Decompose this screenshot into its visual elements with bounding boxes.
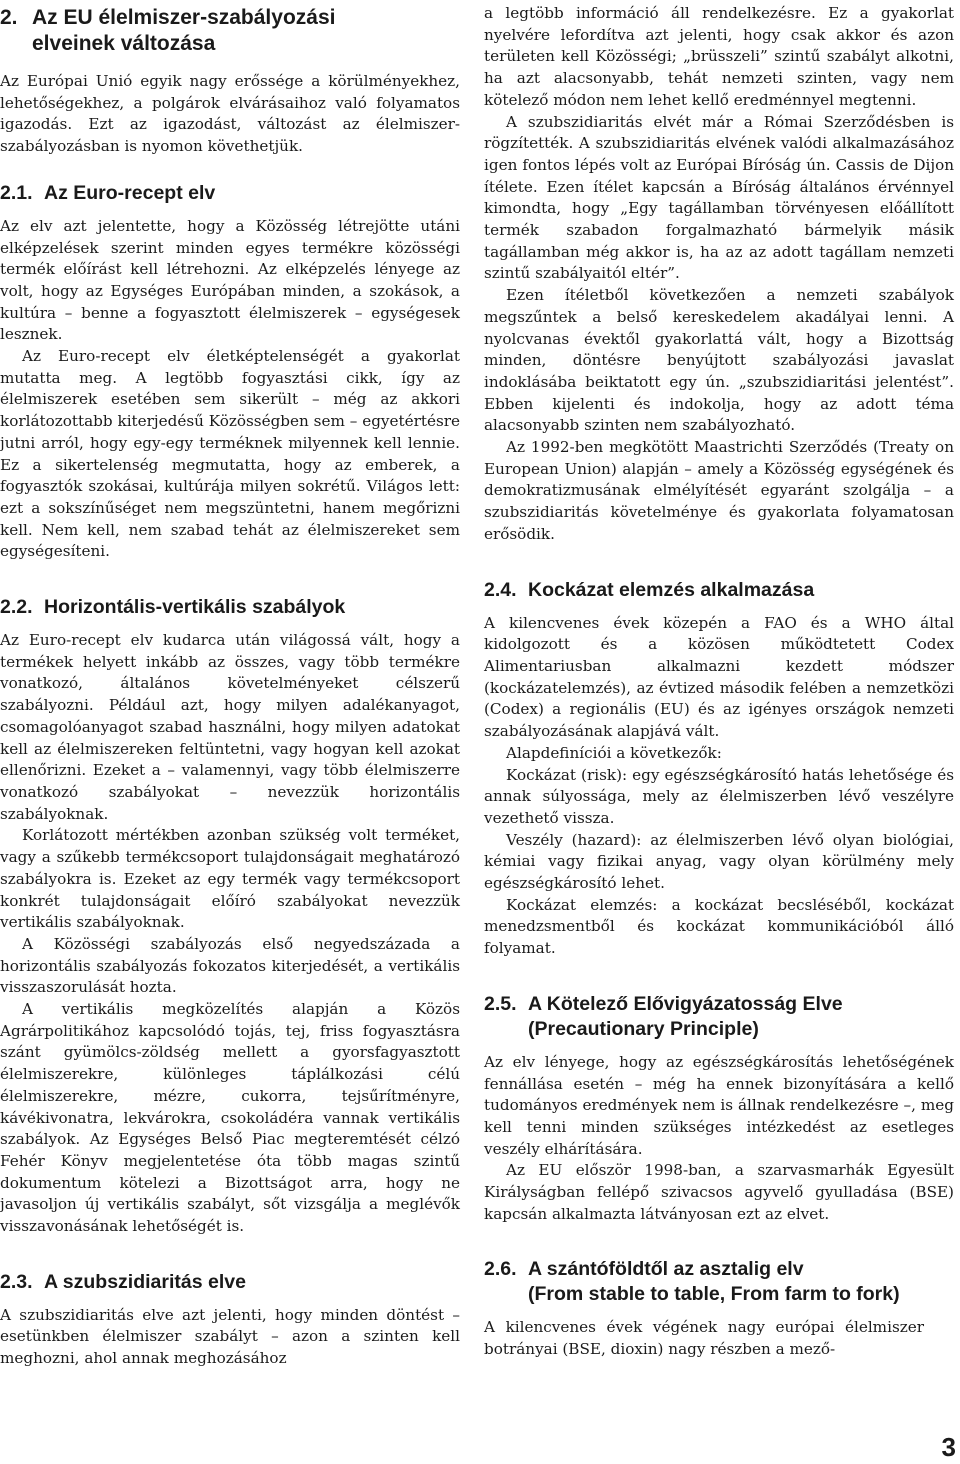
section-title — [528, 1257, 900, 1307]
paragraph: Az 1992-ben megkötött Maastrichti Szerződés (Treaty on European Union) alapján – amely a Közösség egységének és demokratizmusának elmélyítését egyaránt szolgálja – a szubszidiaritás követelménye és gyakorlata folyamatosan erősödik. — [484, 438, 954, 543]
chapter-intro: Az Európai Unió egyik nagy erőssége a körülményekhez, lehetőségekhez, a polgárok elvárásaihoz való folyamatos igazodás. Ezt az igazodást, változást az élelmiszer-szabályozásban is nyomon követhetjük. — [0, 72, 460, 156]
section-title: Horizontális-vertikális szabályok — [44, 596, 346, 619]
paragraph: Az elv azt jelentette, hogy a Közösség létrejötte utáni elképzelések szerint minden egyes termékre közösségi termék előírást kell létrehozni. Az elképzelés lényege az volt, hogy az Egységes Európában minden, a szokások, a kultúra – benne a fogyasztott élelmiszerek – egységesek lesznek. — [0, 216, 460, 344]
section-number: 2.6. — [484, 1258, 517, 1281]
paragraph: Ezen ítéletből következően a nemzeti szabályok megszűntek a belső kereskedelem akadályai lenni. A nyolcvanas évektől gyakorlattá vált, hogy a Bizottság minden, döntésre benyújtott szabályozási javaslat indoklásába beiktatott egy ún. „szubszidiaritási jelentést”. Ebben kijelenti és indokolja, hogy az adott téma alacsonyabb szinten nem szabályozható. — [484, 286, 954, 435]
definition-risk-analysis: Kockázat elemzés: a kockázat becsléséből, kockázat menedzsmentből és kockázat kommunikációból álló folyamat. — [484, 895, 954, 958]
section-number: 2.2. — [0, 596, 33, 619]
chapter-title — [32, 5, 335, 57]
section-number: 2.5. — [484, 992, 517, 1015]
paragraph: Az Euro-recept elv életképtelenségét a gyakorlat mutatta meg. A legtöbb fogyasztási cikk, így az élelmiszerek esetében sem sikerült – még az akkori korlátozottabb kiterjedésű Közösségben sem – egyetértésre jutni arról, hogy egy-egy terméknek milyennek kell lennie. Ez a sikertelenség megmutatta, hogy az emberek, a fogyasztók szokásai, kultúrája milyen sokrétű. Világos lett: ezt a sokszínűséget nem megszüntetni, hanem megőrizni kell. Nem kell, nem szabad tehát az élelmiszereket sem egységesíteni. — [0, 347, 460, 561]
section-title: Az Euro-recept elv — [44, 181, 216, 204]
section-number: 2.1. — [0, 181, 33, 204]
section-title-line-2: (Precautionary Principle) — [528, 1017, 759, 1040]
chapter-title-line-2: elveinek változása — [32, 32, 216, 55]
section-number: 2.3. — [0, 1270, 33, 1293]
section-2-2-heading — [0, 595, 460, 620]
section-title: Kockázat elemzés alkalmazása — [528, 578, 815, 601]
section-2-3-heading — [0, 1270, 460, 1295]
section-title-line-1: A szántóföldtől az asztalig elv — [528, 1258, 804, 1281]
section-title-line-2: (From stable to table, From farm to fork) — [528, 1283, 900, 1306]
page-number: 3 — [941, 1432, 956, 1462]
section-number: 2.4. — [484, 578, 517, 601]
paragraph: A szubszidiaritás elvét már a Római Szerződésben is rögzítették. A szubszidiaritás elvének valódi alkalmazásához igen fontos lépés volt az Európai Bíróság ún. Cassis de Dijon ítélete. Ezen ítélet kapcsán a Bíróság általános érvénnyel kimondta, hogy „Egy tagállamban törvényesen előállított termék szabadon forgalmazható bármelyik másik tagállamban még akkor is, ha az az adott tagállam nemzeti szintű szabályaitól eltér”. — [484, 112, 954, 283]
paragraph: Korlátozott mértékben azonban szükség volt terméket, vagy a szűkebb termékcsoport tulajdonságait meghatározó szabályokra is. Ezeket az egy termék vagy termékcsoport konkrét tulajdonságait előíró szabályokat nevezzük vertikális szabályoknak. — [0, 826, 460, 932]
section-2-4-heading — [484, 578, 954, 603]
chapter-heading — [0, 5, 460, 57]
paragraph: A Közösségi szabályozás első negyedszázada a horizontális szabályozás fokozatos kiterjedését, a vertikális visszaszorulását hozta. — [0, 934, 460, 997]
section-2-5-heading — [484, 992, 954, 1042]
section-title — [528, 992, 843, 1042]
chapter-number: 2. — [0, 6, 18, 29]
paragraph: A szubszidiaritás elve azt jelenti, hogy minden döntést – esetünkben élelmiszer szabályt – azon a szinten kell meghozni, ahol annak meghozásához — [0, 1305, 460, 1368]
paragraph: Az EU először 1998-ban, a szarvasmarhák Egyesült Királyságban fellépő szivacsos agyvelő gyulladása (BSE) kapcsán alkalmazta látványosan ezt az elvet. — [484, 1161, 954, 1223]
section-title: A szubszidiaritás elve — [44, 1270, 246, 1293]
paragraph: A kilencvenes évek közepén a FAO és a WHO által kidolgozott és a közösen működtetett Codex Alimentariusban alkalmazni kezdett módszer (kockázatelemzés), az évtized második felében a nemzetközi (Codex) a regionális (EU) és az igényes országok nemzeti szabályozásának alapjává vált. — [484, 613, 954, 741]
right-column — [484, 0, 954, 1361]
section-2-6-heading — [484, 1257, 954, 1307]
paragraph: Alapdefiníciói a következők: — [506, 743, 722, 762]
paragraph: Az elv lényege, hogy az egészségkárosítás lehetőségének fennállása esetén – még ha ennek bizonyítására a kellő tudományos eredmények nem is állnak rendelkezésre –, meg kell tenni minden szükséges intézkedést az esetleges veszély elhárítására. — [484, 1052, 954, 1158]
paragraph: a legtöbb információ áll rendelkezésre. Ez a gyakorlat nyelvére lefordítva azt jelenti, hogy csak akkor és azon területen kell Közösségi; „brüsszeli” szintű szabályt alkotni, ha azt alacsonyabb, tehát nemzeti szinten, vagy nem kötelező módon nem lehet kellő eredménnyel megtenni. — [484, 4, 954, 109]
paragraph: A kilencvenes évek végének nagy európai élelmiszer botrányai (BSE, dioxin) nagy részben a mező- — [484, 1318, 924, 1359]
paragraph: A vertikális megközelítés alapján a Közös Agrárpolitikához kapcsolódó tojás, tej, friss fogyasztásra szánt gyümölcs-zöldség mellett a gyorsfagyasztott élelmiszerekre, különleges táplálkozási célú élelmiszerekre, mézre, cukorra, tejsűrítményre, kávékivonatra, lekvárokra, csokoládéra vannak vertikális szabályok. Az Egységes Belső Piac megteremtését célzó Fehér Könyv megjelentetése óta több magas szintű dokumentum kötelezi a Bizottságot arra, hogy ne javasoljon új vertikális szabályt, sőt vizsgálja a meglévők visszavonásának lehetőségét is. — [0, 1000, 460, 1236]
left-column — [0, 0, 460, 1370]
chapter-title-line-1: Az EU élelmiszer-szabályozási — [32, 6, 336, 29]
definition-hazard: Veszély (hazard): az élelmiszerben lévő olyan biológiai, kémiai vagy fizikai anyag, vagy olyan körülmény mely egészségkárosító lehet. — [484, 830, 954, 893]
section-title-line-1: A Kötelező Elővigyázatosság Elve — [528, 992, 843, 1015]
definition-risk: Kockázat (risk): egy egészségkárosító hatás lehetősége és annak súlyossága, mely az élelmiszerben lévő veszélyre vezethető vissza. — [484, 765, 954, 827]
section-2-1-heading — [0, 181, 460, 206]
paragraph: Az Euro-recept elv kudarca után világossá vált, hogy a termékek helyett inkább az összes, vagy több termékre vonatkozó, általános követelményeket célszerű szabályozni. Például azt, hogy milyen adalékanyagot, csomagolóanyagot szabad használni, hogy milyen adatokat kell az élelmiszereken feltüntetni, vagy hogyan kell azokat ellenőrizni. Ezeket a – valamennyi, vagy több élelmiszerre vonatkozó szabályokat – nevezzük horizontális szabályoknak. — [0, 631, 460, 823]
